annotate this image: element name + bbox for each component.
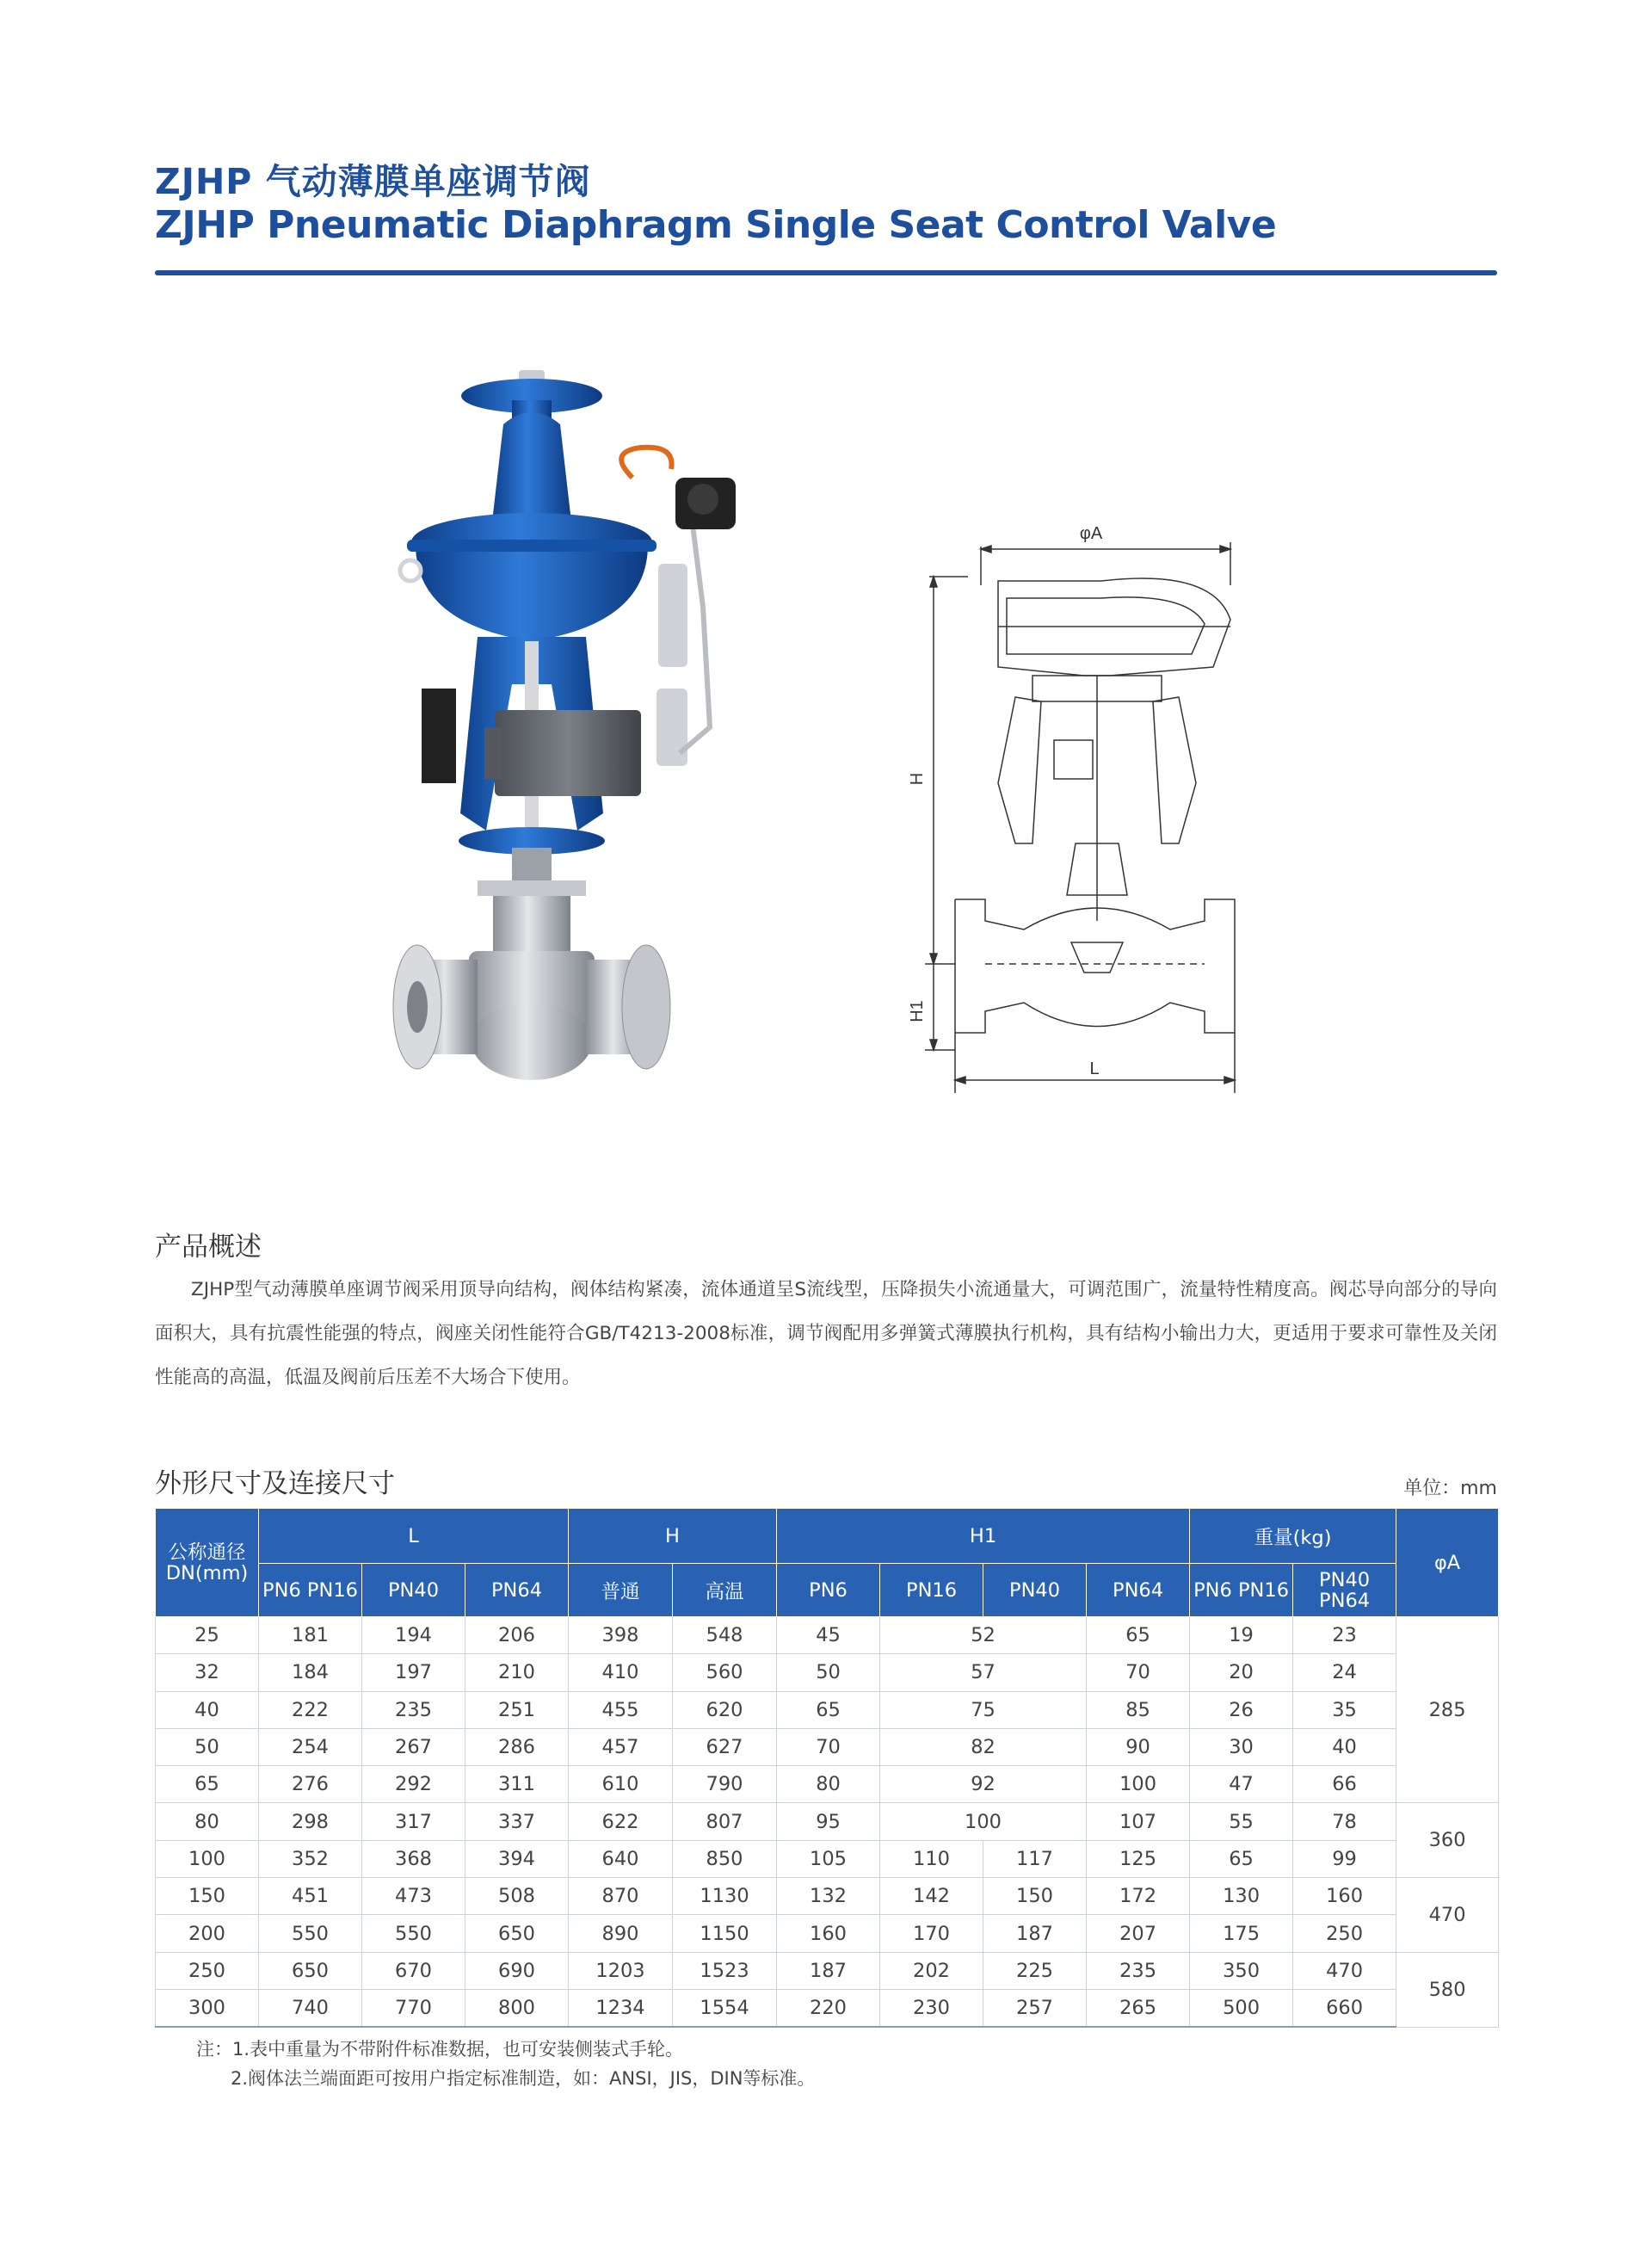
cell: 690 bbox=[465, 1952, 569, 1989]
cell: 337 bbox=[465, 1803, 569, 1840]
cell: 210 bbox=[465, 1654, 569, 1691]
cell: 286 bbox=[465, 1728, 569, 1765]
cell: 150 bbox=[983, 1878, 1087, 1915]
cell: 451 bbox=[259, 1878, 362, 1915]
cell: 90 bbox=[1087, 1728, 1190, 1765]
cell: 107 bbox=[1087, 1803, 1190, 1840]
cell-dn: 80 bbox=[156, 1803, 259, 1840]
sub-h1-pn6: PN6 bbox=[777, 1564, 880, 1617]
table-row bbox=[156, 1803, 1499, 1840]
cell: 235 bbox=[362, 1691, 465, 1728]
cell: 800 bbox=[465, 1989, 569, 2027]
table-row bbox=[156, 1840, 1499, 1877]
cell-dn: 32 bbox=[156, 1654, 259, 1691]
cell-phiA: 285 bbox=[1396, 1617, 1499, 1803]
cell: 622 bbox=[569, 1803, 673, 1840]
cell-dn: 50 bbox=[156, 1728, 259, 1765]
cell: 790 bbox=[673, 1766, 777, 1803]
cell: 1203 bbox=[569, 1952, 673, 1989]
cell: 175 bbox=[1190, 1915, 1293, 1952]
note-1: 注：1.表中重量为不带附件标准数据，也可安装侧装式手轮。 bbox=[196, 2039, 684, 2060]
cell: 292 bbox=[362, 1766, 465, 1803]
unit-label: 单位：mm bbox=[1403, 1478, 1497, 1499]
cell: 142 bbox=[880, 1878, 983, 1915]
cell-phiA: 580 bbox=[1396, 1952, 1499, 2027]
dims-heading: 外形尺寸及连接尺寸 bbox=[155, 1468, 395, 1499]
table-row bbox=[156, 1989, 1499, 2027]
cell: 35 bbox=[1293, 1691, 1396, 1728]
cell: 548 bbox=[673, 1617, 777, 1654]
cell: 1130 bbox=[673, 1878, 777, 1915]
cell: 298 bbox=[259, 1803, 362, 1840]
cell: 52 bbox=[880, 1617, 1087, 1654]
cell: 350 bbox=[1190, 1952, 1293, 1989]
cell: 40 bbox=[1293, 1728, 1396, 1765]
cell: 117 bbox=[983, 1840, 1087, 1877]
table-row bbox=[156, 1878, 1499, 1915]
cell: 206 bbox=[465, 1617, 569, 1654]
sub-l-pn40: PN40 bbox=[362, 1564, 465, 1617]
cell: 82 bbox=[880, 1728, 1087, 1765]
cell: 225 bbox=[983, 1952, 1087, 1989]
cell: 202 bbox=[880, 1952, 983, 1989]
cell: 650 bbox=[465, 1915, 569, 1952]
cell: 99 bbox=[1293, 1840, 1396, 1877]
dimensions-table bbox=[155, 1508, 1499, 2028]
cell: 132 bbox=[777, 1878, 880, 1915]
cell: 70 bbox=[1087, 1654, 1190, 1691]
cell: 75 bbox=[880, 1691, 1087, 1728]
cell: 19 bbox=[1190, 1617, 1293, 1654]
cell-dn: 200 bbox=[156, 1915, 259, 1952]
cell: 265 bbox=[1087, 1989, 1190, 2027]
cell: 20 bbox=[1190, 1654, 1293, 1691]
group-H1: H1 bbox=[777, 1509, 1190, 1564]
valve-photo bbox=[383, 349, 744, 1102]
cell: 47 bbox=[1190, 1766, 1293, 1803]
cell-phiA: 470 bbox=[1396, 1878, 1499, 1953]
cell: 250 bbox=[1293, 1915, 1396, 1952]
cell: 235 bbox=[1087, 1952, 1190, 1989]
cell: 100 bbox=[1087, 1766, 1190, 1803]
sub-l-pn6-16: PN6 PN16 bbox=[259, 1564, 362, 1617]
cell: 160 bbox=[1293, 1878, 1396, 1915]
cell: 610 bbox=[569, 1766, 673, 1803]
sub-l-pn64: PN64 bbox=[465, 1564, 569, 1617]
cell: 45 bbox=[777, 1617, 880, 1654]
cell: 1554 bbox=[673, 1989, 777, 2027]
cell: 194 bbox=[362, 1617, 465, 1654]
table-row bbox=[156, 1691, 1499, 1728]
cell: 23 bbox=[1293, 1617, 1396, 1654]
cell: 850 bbox=[673, 1840, 777, 1877]
cell: 105 bbox=[777, 1840, 880, 1877]
dim-label-L: L bbox=[1089, 1059, 1100, 1078]
cell: 172 bbox=[1087, 1878, 1190, 1915]
cell: 276 bbox=[259, 1766, 362, 1803]
cell: 890 bbox=[569, 1915, 673, 1952]
cell: 550 bbox=[362, 1915, 465, 1952]
cell: 410 bbox=[569, 1654, 673, 1691]
cell: 670 bbox=[362, 1952, 465, 1989]
cell: 870 bbox=[569, 1878, 673, 1915]
cell: 398 bbox=[569, 1617, 673, 1654]
cell: 352 bbox=[259, 1840, 362, 1877]
cell: 160 bbox=[777, 1915, 880, 1952]
cell: 80 bbox=[777, 1766, 880, 1803]
dim-label-H1: H1 bbox=[908, 1000, 927, 1022]
cell: 130 bbox=[1190, 1878, 1293, 1915]
overview-heading: 产品概述 bbox=[155, 1232, 262, 1263]
sub-h-high: 高温 bbox=[673, 1564, 777, 1617]
table-row bbox=[156, 1952, 1499, 1989]
col-phiA: φA bbox=[1396, 1509, 1499, 1617]
cell: 24 bbox=[1293, 1654, 1396, 1691]
cell-dn: 300 bbox=[156, 1989, 259, 2027]
sub-h-normal: 普通 bbox=[569, 1564, 673, 1617]
cell: 660 bbox=[1293, 1989, 1396, 2027]
cell-phiA: 360 bbox=[1396, 1803, 1499, 1878]
sub-h1-pn40: PN40 bbox=[983, 1564, 1087, 1617]
cell: 1523 bbox=[673, 1952, 777, 1989]
cell: 230 bbox=[880, 1989, 983, 2027]
cell: 500 bbox=[1190, 1989, 1293, 2027]
cell-dn: 25 bbox=[156, 1617, 259, 1654]
cell-dn: 40 bbox=[156, 1691, 259, 1728]
cell: 740 bbox=[259, 1989, 362, 2027]
dim-label-phiA: φA bbox=[1079, 524, 1103, 543]
cell: 184 bbox=[259, 1654, 362, 1691]
table-row bbox=[156, 1654, 1499, 1691]
cell: 560 bbox=[673, 1654, 777, 1691]
cell: 187 bbox=[983, 1915, 1087, 1952]
note-2: 2.阀体法兰端面距可按用户指定标准制造，如：ANSI，JIS，DIN等标准。 bbox=[231, 2068, 816, 2089]
cell: 26 bbox=[1190, 1691, 1293, 1728]
cell: 251 bbox=[465, 1691, 569, 1728]
cell: 95 bbox=[777, 1803, 880, 1840]
cell-dn: 65 bbox=[156, 1766, 259, 1803]
title-cn: ZJHP 气动薄膜单座调节阀 bbox=[155, 161, 591, 202]
cell: 85 bbox=[1087, 1691, 1190, 1728]
sub-w-pn6-16: PN6 PN16 bbox=[1190, 1564, 1293, 1617]
cell: 317 bbox=[362, 1803, 465, 1840]
cell: 550 bbox=[259, 1915, 362, 1952]
cell: 207 bbox=[1087, 1915, 1190, 1952]
cell: 222 bbox=[259, 1691, 362, 1728]
cell: 220 bbox=[777, 1989, 880, 2027]
cell: 78 bbox=[1293, 1803, 1396, 1840]
cell: 50 bbox=[777, 1654, 880, 1691]
cell: 170 bbox=[880, 1915, 983, 1952]
table-row bbox=[156, 1728, 1499, 1765]
cell: 257 bbox=[983, 1989, 1087, 2027]
overview-paragraph: ZJHP型气动薄膜单座调节阀采用顶导向结构，阀体结构紧凑，流体通道呈S流线型，压降损失小流通量大，可调范围广，流量特性精度高。阀芯导向部分的导向面积大，具有抗震性能强的特点，阀座关闭性能符合GB/T4213-2008标准，调节阀配用多弹簧式薄膜执行机构，具有结构小输出力大，更适用于要求可靠性及关闭性能高的高温，低温及阀前后压差不大场合下使用。 bbox=[155, 1279, 1497, 1388]
table-notes bbox=[196, 2035, 815, 2093]
cell: 1150 bbox=[673, 1915, 777, 1952]
dimension-drawing bbox=[903, 516, 1282, 1102]
cell: 181 bbox=[259, 1617, 362, 1654]
cell: 807 bbox=[673, 1803, 777, 1840]
cell: 125 bbox=[1087, 1840, 1190, 1877]
cell-dn: 100 bbox=[156, 1840, 259, 1877]
cell: 473 bbox=[362, 1878, 465, 1915]
table-row bbox=[156, 1915, 1499, 1952]
cell: 65 bbox=[777, 1691, 880, 1728]
cell: 92 bbox=[880, 1766, 1087, 1803]
cell: 267 bbox=[362, 1728, 465, 1765]
group-L: L bbox=[259, 1509, 569, 1564]
cell: 650 bbox=[259, 1952, 362, 1989]
cell: 197 bbox=[362, 1654, 465, 1691]
sub-h1-pn16: PN16 bbox=[880, 1564, 983, 1617]
cell: 100 bbox=[880, 1803, 1087, 1840]
table-row bbox=[156, 1766, 1499, 1803]
cell: 368 bbox=[362, 1840, 465, 1877]
cell: 457 bbox=[569, 1728, 673, 1765]
group-weight: 重量(kg) bbox=[1190, 1509, 1396, 1564]
cell: 66 bbox=[1293, 1766, 1396, 1803]
sub-w-pn40-64: PN40 PN64 bbox=[1293, 1564, 1396, 1617]
title-en: ZJHP Pneumatic Diaphragm Single Seat Control Valve bbox=[155, 203, 1277, 247]
cell: 70 bbox=[777, 1728, 880, 1765]
cell: 770 bbox=[362, 1989, 465, 2027]
table-row bbox=[156, 1617, 1499, 1654]
cell: 394 bbox=[465, 1840, 569, 1877]
cell: 508 bbox=[465, 1878, 569, 1915]
cell: 55 bbox=[1190, 1803, 1293, 1840]
overview-text bbox=[155, 1268, 1497, 1399]
cell: 455 bbox=[569, 1691, 673, 1728]
cell: 627 bbox=[673, 1728, 777, 1765]
cell: 187 bbox=[777, 1952, 880, 1989]
cell: 65 bbox=[1087, 1617, 1190, 1654]
cell: 57 bbox=[880, 1654, 1087, 1691]
cell: 1234 bbox=[569, 1989, 673, 2027]
col-dn: 公称通径 DN(mm) bbox=[156, 1509, 259, 1617]
cell: 470 bbox=[1293, 1952, 1396, 1989]
title-divider bbox=[155, 270, 1497, 275]
cell: 311 bbox=[465, 1766, 569, 1803]
sub-h1-pn64: PN64 bbox=[1087, 1564, 1190, 1617]
cell: 65 bbox=[1190, 1840, 1293, 1877]
cell: 620 bbox=[673, 1691, 777, 1728]
cell: 30 bbox=[1190, 1728, 1293, 1765]
cell: 110 bbox=[880, 1840, 983, 1877]
cell-dn: 250 bbox=[156, 1952, 259, 1989]
group-H: H bbox=[569, 1509, 777, 1564]
cell: 254 bbox=[259, 1728, 362, 1765]
dim-label-H: H bbox=[908, 772, 927, 786]
cell-dn: 150 bbox=[156, 1878, 259, 1915]
cell: 640 bbox=[569, 1840, 673, 1877]
